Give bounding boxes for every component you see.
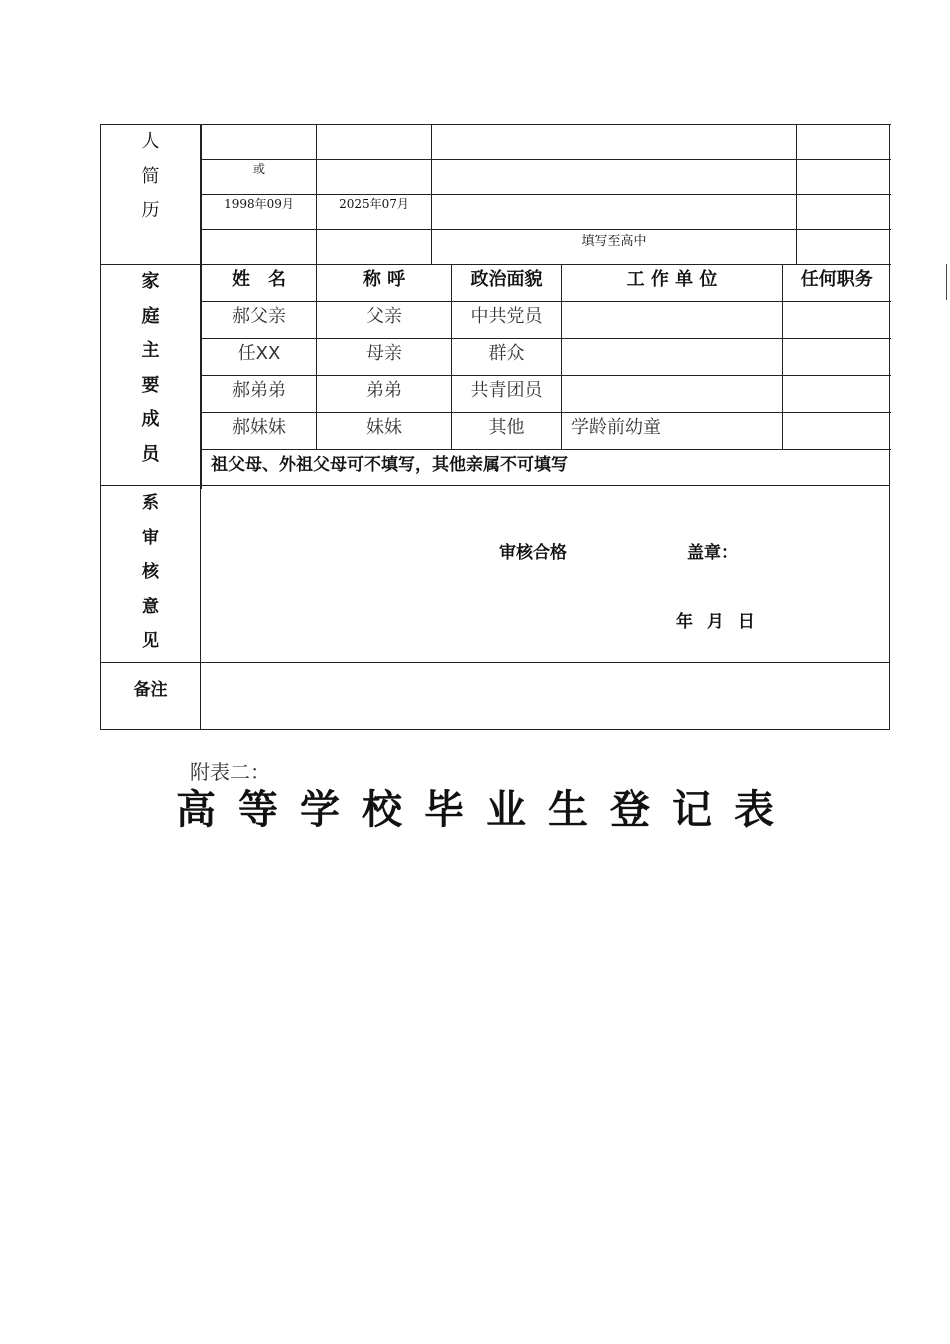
resume-witness-cell[interactable] xyxy=(797,195,891,230)
resume-end-cell[interactable] xyxy=(317,160,432,195)
family-label-char: 主 xyxy=(141,340,160,362)
table-row xyxy=(202,302,891,339)
member-workplace[interactable]: 学龄前幼童 xyxy=(562,413,783,450)
member-political[interactable]: 其他 xyxy=(452,413,562,450)
resume-label xyxy=(101,125,201,264)
member-name[interactable]: 任XX xyxy=(202,339,317,376)
resume-end-cell[interactable]: 2025年07月 xyxy=(317,195,432,230)
header-name: 姓 名 xyxy=(202,265,317,302)
member-position[interactable] xyxy=(783,302,891,339)
resume-school-cell[interactable] xyxy=(432,125,797,160)
resume-label-char: 历 xyxy=(141,200,160,222)
form-title: 高等学校毕业生登记表 xyxy=(176,787,796,833)
table-row xyxy=(202,125,891,160)
review-stamp-label: 盖章： xyxy=(687,543,738,563)
member-position[interactable] xyxy=(783,376,891,413)
resume-witness-cell[interactable] xyxy=(797,160,891,195)
resume-witness-cell[interactable] xyxy=(797,125,891,160)
member-name[interactable]: 郝弟弟 xyxy=(202,376,317,413)
family-note: 祖父母、外祖父母可不填写，其他亲属不可填写 xyxy=(202,450,891,489)
family-label-char: 成 xyxy=(141,409,160,431)
review-approved-text: 审核合格 xyxy=(499,543,567,563)
resume-end-cell[interactable] xyxy=(317,125,432,160)
family-label-char: 要 xyxy=(141,374,160,396)
family-label-char: 员 xyxy=(141,443,160,465)
review-label xyxy=(101,486,201,662)
table-row xyxy=(202,413,891,450)
review-section xyxy=(100,485,890,663)
table-row xyxy=(202,376,891,413)
resume-start-cell[interactable]: 或 xyxy=(202,160,317,195)
resume-start-cell[interactable]: 1998年09月 xyxy=(202,195,317,230)
page-edge-mark xyxy=(946,264,947,300)
member-name[interactable]: 郝妹妹 xyxy=(202,413,317,450)
resume-label-char: 简 xyxy=(141,165,160,187)
review-date: 年 月 日 xyxy=(676,612,755,632)
header-relation: 称 呼 xyxy=(317,265,452,302)
header-workplace: 工 作 单 位 xyxy=(562,265,783,302)
appendix-label: 附表二： xyxy=(190,760,270,784)
review-label-char: 意 xyxy=(142,596,159,617)
header-position: 任何职务 xyxy=(783,265,891,302)
member-name[interactable]: 郝父亲 xyxy=(202,302,317,339)
resume-label-char: 人 xyxy=(141,131,160,152)
resume-table xyxy=(201,124,891,265)
review-label-char: 系 xyxy=(142,493,159,513)
resume-section xyxy=(100,124,890,265)
header-political: 政治面貌 xyxy=(452,265,562,302)
table-row xyxy=(202,230,891,265)
family-label-char: 庭 xyxy=(141,305,160,327)
member-political[interactable]: 中共党员 xyxy=(452,302,562,339)
member-political[interactable]: 群众 xyxy=(452,339,562,376)
resume-school-cell[interactable] xyxy=(432,160,797,195)
table-header-row xyxy=(202,265,891,302)
review-label-char: 核 xyxy=(142,562,159,583)
member-relation[interactable]: 父亲 xyxy=(317,302,452,339)
member-workplace[interactable] xyxy=(562,302,783,339)
resume-start-cell[interactable] xyxy=(202,230,317,265)
resume-school-cell[interactable] xyxy=(432,195,797,230)
notes-label-text: 备注 xyxy=(133,679,168,700)
table-row xyxy=(202,160,891,195)
member-position[interactable] xyxy=(783,339,891,376)
resume-witness-cell[interactable] xyxy=(797,230,891,265)
review-label-char: 审 xyxy=(142,527,159,548)
member-position[interactable] xyxy=(783,413,891,450)
family-table xyxy=(201,264,891,489)
notes-label xyxy=(101,663,201,729)
review-label-char: 见 xyxy=(142,631,159,652)
resume-end-cell[interactable] xyxy=(317,230,432,265)
resume-school-cell[interactable]: 填写至高中 xyxy=(432,230,797,265)
family-section xyxy=(100,264,890,486)
member-political[interactable]: 共青团员 xyxy=(452,376,562,413)
member-relation[interactable]: 母亲 xyxy=(317,339,452,376)
notes-section xyxy=(100,662,890,730)
member-workplace[interactable] xyxy=(562,339,783,376)
member-workplace[interactable] xyxy=(562,376,783,413)
notes-field[interactable] xyxy=(201,663,889,729)
member-relation[interactable]: 弟弟 xyxy=(317,376,452,413)
member-relation[interactable]: 妹妹 xyxy=(317,413,452,450)
table-row xyxy=(202,450,891,489)
family-label xyxy=(101,265,201,485)
resume-start-cell[interactable] xyxy=(202,125,317,160)
family-label-char: 家 xyxy=(141,271,160,292)
table-row xyxy=(202,195,891,230)
table-row xyxy=(202,339,891,376)
review-content[interactable] xyxy=(201,486,889,662)
